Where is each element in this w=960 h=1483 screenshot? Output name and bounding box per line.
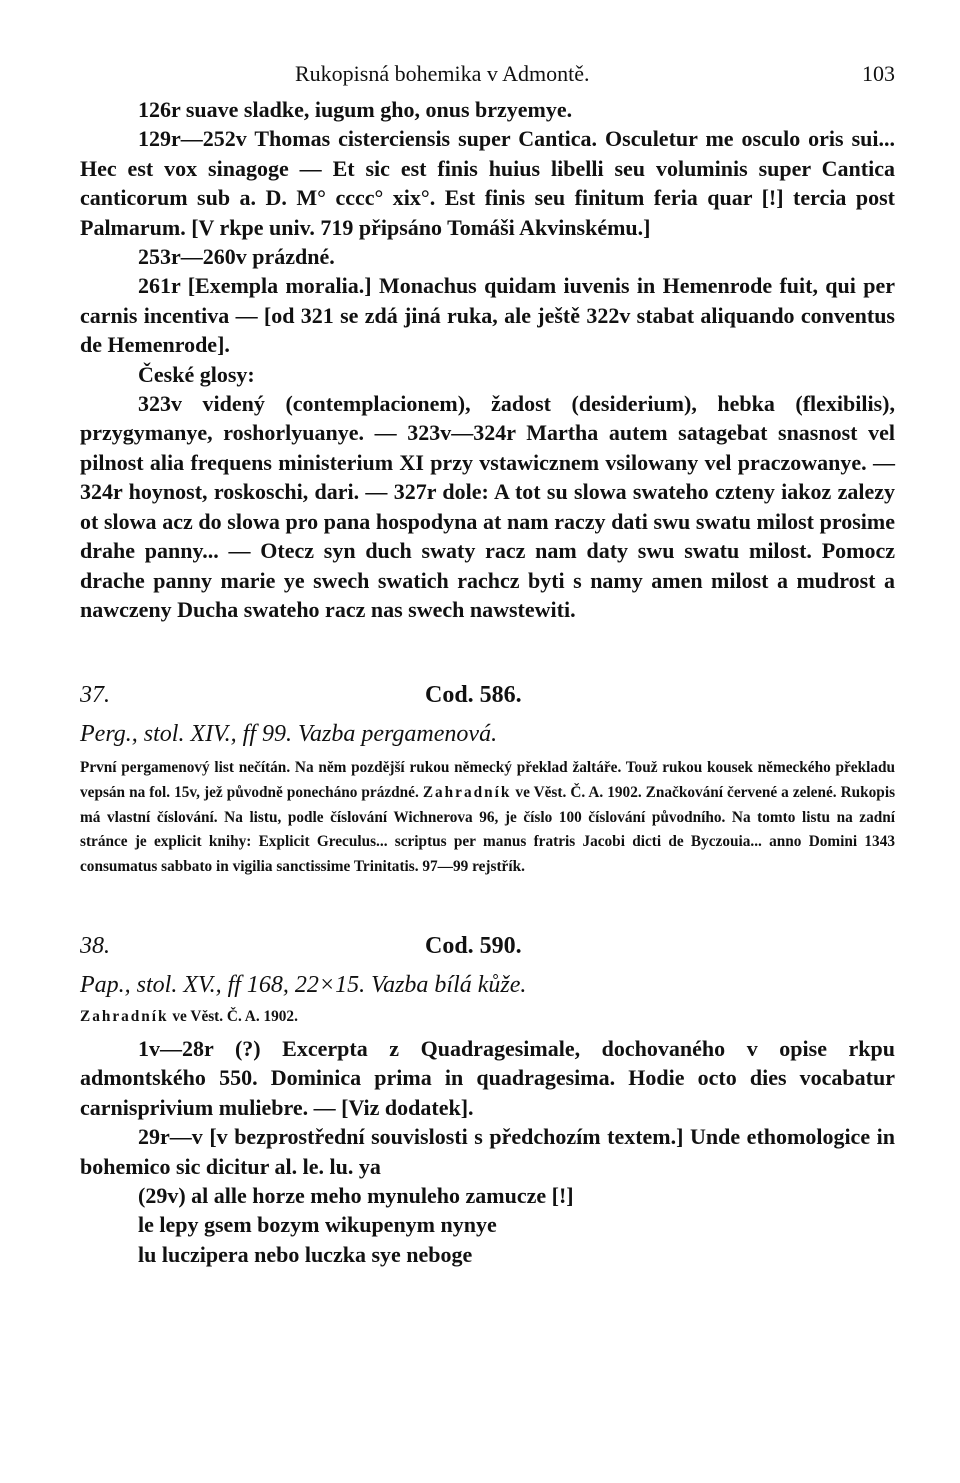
document-page xyxy=(80,55,895,1269)
main-text xyxy=(80,95,895,624)
entry-37-notes-after: ve Věst. Č. A. 1902. Značkování červené a zelené. Rukopis má vlastní číslování. Na listu, podle číslování Wichnerova 96, je číslo 100 číslování původního. Na tomto listu na zadní stránce je explicit knihy: Explicit Greculus... scriptus per manus fratris Jacobi dicti de Byczouia... anno Domini 1343 consumatus sabbato in vigilia sanctissime Trinitatis. 97—99 rejstřík. xyxy=(80,783,896,875)
entry-37-codex: Cod. 586. xyxy=(425,682,522,709)
entry-37-number: 37. xyxy=(80,682,110,709)
paragraph-129r: 129r—252v Thomas cisterciensis super Cantica. Osculetur me osculo oris sui... Hec est vox sinagoge — Et sic est finis huius libelli seu voluminis super Cantica canticorum sub a. D. M° cccc° xix°. Est finis seu finitum feria quar [!] tercia post Palmarum. [V rkpe univ. 719 připsáno Tomáši Akvinskému.] xyxy=(80,126,895,240)
paragraph-261r: 261r [Exempla moralia.] Monachus quidam iuvenis in Hemenrode fuit, qui per carnis incentiva — [od 321 se zdá jiná ruka, ale ještě 322v stabat aliquando conventus de Hemenrode]. xyxy=(80,273,895,358)
verse-line-1: (29v) al alle horze meho mynuleho zamucze [!] xyxy=(138,1182,574,1208)
entry-37-notes-author: Zahradník xyxy=(422,783,512,801)
glosses-heading: České glosy: xyxy=(138,361,255,387)
running-head-title: Rukopisná bohemika v Admontě. xyxy=(295,61,590,86)
verse-line-3: lu luczipera nebo luczka sye neboge xyxy=(138,1241,473,1267)
paragraph-126r: 126r suave sladke, iugum gho, onus brzyemye. xyxy=(138,97,573,122)
entry-37-notes xyxy=(80,756,895,879)
paragraph-323v: 323v videný (contemplacionem), žadost (desiderium), hebka (flexibilis), przygymanye, roshorlyuanye. — 323v—324r Martha autem satagebat snasnost vel pilnost alia frequens ministerium XI przy vstawicznem vsilowany vel praczowanye. — 324r hoynost, roskoschi, dari. — 327r dole: A tot su slowa swateho czteny iakoz zalezy ot slowa acz do slowa pro pana hospodyna at nam raczy dati swu swatu milost prosime drahe panny... — Otecz syn duch swaty racz nam daty swu swatu milost. Pomocz drache panny marie ye swech swatich rachcz byti s namy amen milost a mudrost a nawczeny Ducha swateho racz nas swech nawstewiti. xyxy=(80,391,895,622)
entry-38-ref-rest: ve Věst. Č. A. 1902. xyxy=(172,1008,298,1026)
entry-38-heading xyxy=(80,929,895,969)
entry-37-heading xyxy=(80,678,895,718)
running-head xyxy=(80,55,895,95)
paragraph-29r: 29r—v [v bezprostřední souvislosti s předchozím textem.] Unde ethomologice in bohemico sic dicitur al. le. lu. ya xyxy=(80,1124,895,1179)
entry-38-description: Pap., stol. XV., ff 168, 22×15. Vazba bílá kůže. xyxy=(80,972,527,999)
entry-38-text xyxy=(80,1034,895,1269)
entry-37-description: Perg., stol. XIV., ff 99. Vazba pergamenová. xyxy=(80,721,498,748)
entry-38-ref-author: Zahradník xyxy=(80,1008,169,1026)
entry-38-reference xyxy=(80,1005,895,1030)
entry-37-notes-before: První pergamenový list nečítán. Na něm pozdější rukou německý překlad žaltáře. Touž rukou kousek německého překladu vepsán na fol. 15v, jež původně ponecháno prázdné. xyxy=(80,759,895,801)
entry-38-number: 38. xyxy=(80,933,110,960)
paragraph-1v: 1v—28r (?) Excerpta z Quadragesimale, dochovaného v opise rkpu admontského 550. Dominica prima in quadragesima. Hodie octo dies vocabatur carnisprivium muliebre. — [Viz dodatek]. xyxy=(80,1035,895,1120)
paragraph-253r: 253r—260v prázdné. xyxy=(138,244,335,270)
verse-line-2: le lepy gsem bozym wikupenym nynye xyxy=(138,1212,497,1238)
entry-38-codex: Cod. 590. xyxy=(425,933,522,960)
page-number: 103 xyxy=(862,61,895,86)
